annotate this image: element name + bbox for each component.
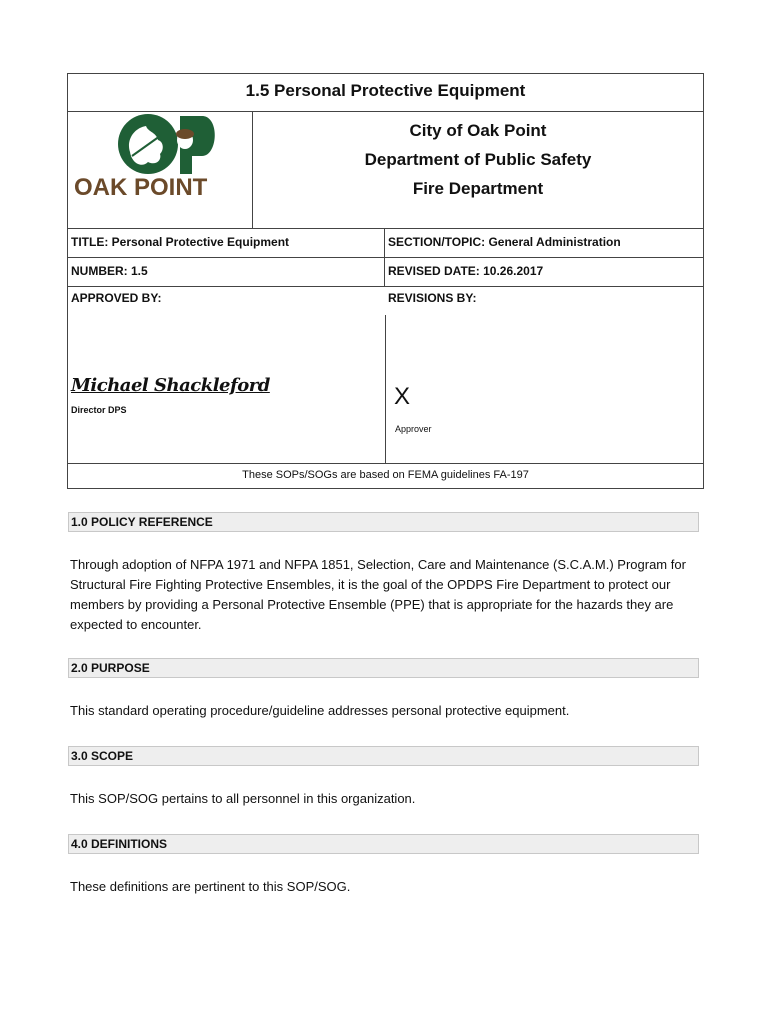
approved-by-cell	[68, 287, 385, 463]
org-division: Fire Department	[412, 179, 544, 198]
logo-cell	[68, 112, 253, 228]
approval-row	[68, 287, 703, 464]
section-topic-field: SECTION/TOPIC: General Administration	[388, 235, 621, 249]
org-department: Department of Public Safety	[364, 150, 592, 169]
fema-note: These SOPs/SOGs are based on FEMA guidelines FA-197	[242, 469, 529, 481]
signature: Michael Shackleford	[71, 375, 270, 396]
info-row-number	[68, 258, 703, 287]
section-heading-scope: 3.0 SCOPE	[68, 746, 699, 766]
oak-point-logo	[68, 112, 253, 228]
logo-text: OAK POINT	[74, 174, 208, 201]
number-field: NUMBER: 1.5	[68, 258, 385, 286]
section-heading-policy-reference: 1.0 POLICY REFERENCE	[68, 512, 699, 532]
approver-label: Approver	[395, 424, 432, 434]
organization-block	[253, 112, 703, 232]
title-field: TITLE: Personal Protective Equipment	[68, 229, 385, 257]
logo-row	[68, 112, 703, 229]
document-title: 1.5 Personal Protective Equipment	[68, 74, 703, 112]
signer-title: Director DPS	[71, 405, 127, 415]
revised-date-field: REVISED DATE: 10.26.2017	[388, 264, 544, 278]
signature-x-mark: X	[394, 383, 411, 410]
section-body-policy-reference: Through adoption of NFPA 1971 and NFPA 1851, Selection, Care and Maintenance (S.C.A.M.) Program for Structural Fire Fighting Protective Ensembles, it is the goal of the OPDPS Fire Department to protect our members by providing a Personal Protective Ensemble (PPE) that is appropriate for the hazards they are expected to encounter.	[70, 557, 686, 632]
section-heading-purpose: 2.0 PURPOSE	[68, 658, 699, 678]
approved-by-label: APPROVED BY:	[71, 291, 162, 305]
section-body-definitions: These definitions are pertinent to this SOP/SOG.	[70, 879, 351, 894]
section-body-scope: This SOP/SOG pertains to all personnel in this organization.	[70, 791, 416, 806]
revisions-by-label: REVISIONS BY:	[388, 291, 477, 305]
header-table	[67, 73, 704, 489]
org-city: City of Oak Point	[409, 121, 547, 140]
revisions-by-cell	[385, 287, 703, 463]
section-body-purpose: This standard operating procedure/guideline addresses personal protective equipment.	[70, 703, 570, 718]
info-row-title	[68, 229, 703, 258]
section-heading-definitions: 4.0 DEFINITIONS	[68, 834, 699, 854]
